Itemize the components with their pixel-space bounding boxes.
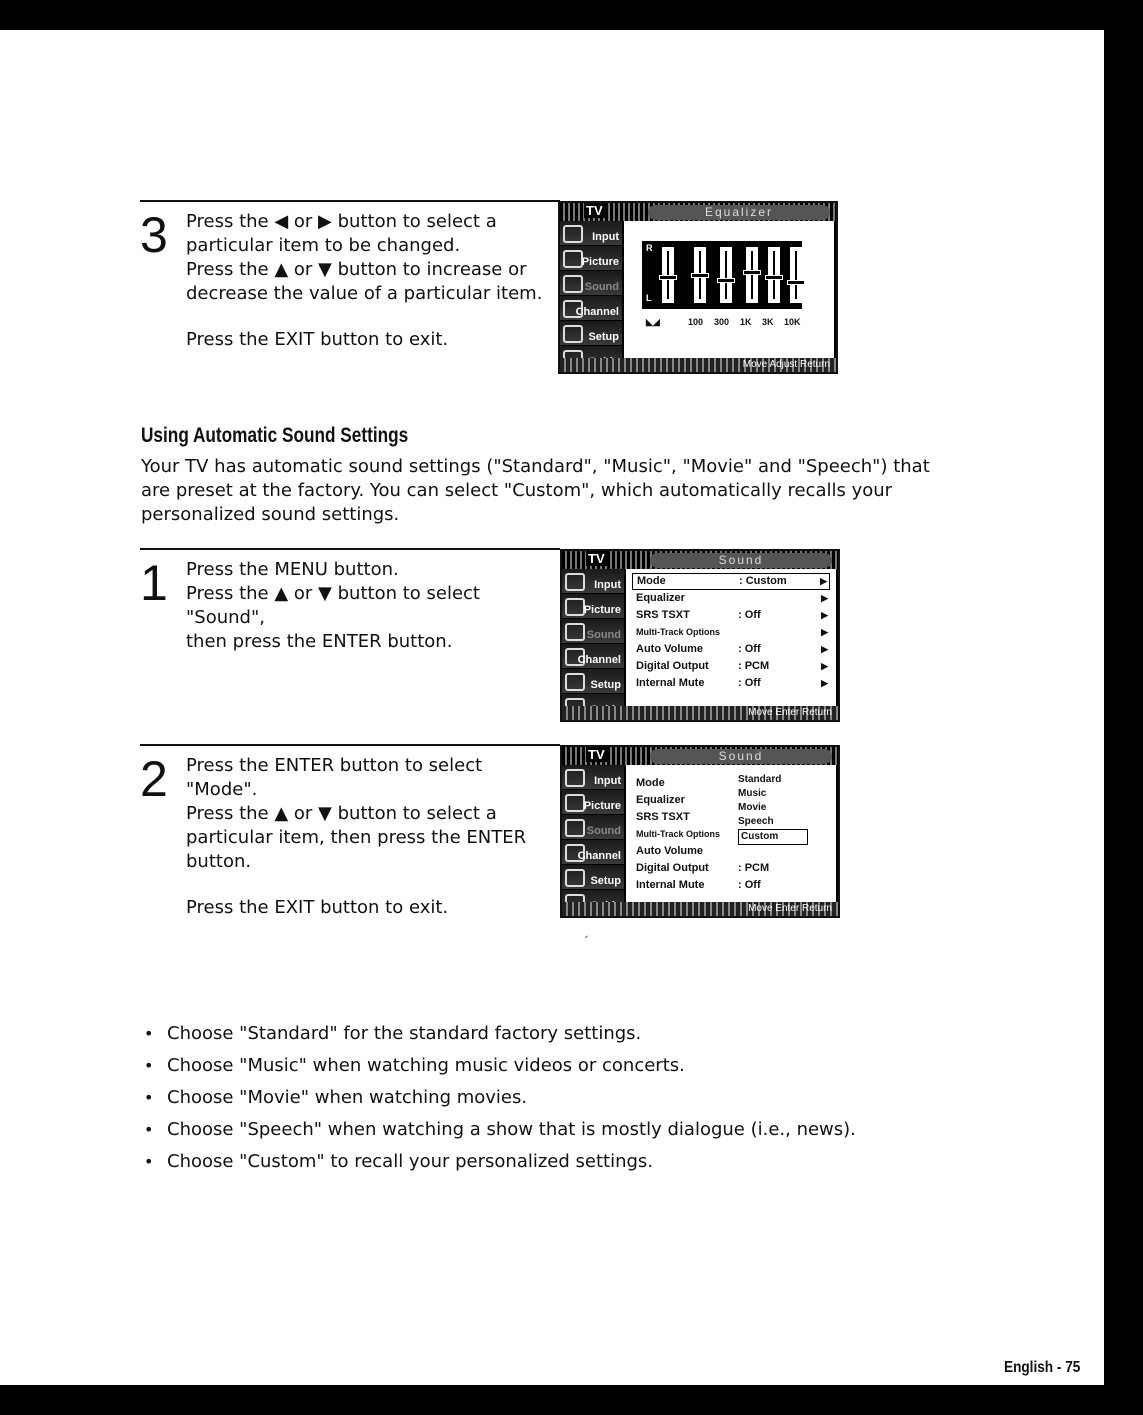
mode-option-movie: Movie xyxy=(738,802,767,813)
screen-title-bar xyxy=(562,551,838,569)
menu-row-internal-mute: Internal Mute : Off ▶ xyxy=(632,675,830,692)
arrow-right-icon: ▶ xyxy=(820,576,827,586)
eq-band-slider xyxy=(720,247,732,303)
side-item-setup: Setup xyxy=(562,669,624,693)
mode-options-list xyxy=(738,773,808,845)
bottom-border-bar xyxy=(0,1385,1143,1415)
screen-title-bar xyxy=(560,203,836,221)
step-1-text xyxy=(186,558,558,654)
screen-title: Sound xyxy=(650,553,832,568)
menu-row-auto-volume: Auto Volume xyxy=(636,845,704,857)
menu-row-internal-mute: Internal Mute : Off xyxy=(636,879,761,891)
menu-row-digital-output: Digital Output : PCM xyxy=(636,862,770,874)
side-item-sound: Sound xyxy=(560,271,622,295)
section-heading: Using Automatic Sound Settings xyxy=(141,424,409,447)
step-3-line-1: Press the ◀ or ▶ button to select a xyxy=(186,211,497,232)
freq-label: 1K xyxy=(740,317,752,327)
mode-bullet-list xyxy=(144,1018,856,1178)
eq-slider-knob xyxy=(765,275,783,280)
menu-row-digital-output: Digital Output : PCM ▶ xyxy=(632,658,830,675)
sound-menu-panel xyxy=(626,569,836,706)
tv-label: TV xyxy=(588,551,605,566)
step-3-line-4: decrease the value of a particular item. xyxy=(186,283,543,304)
menu-row-multitrack: Multi-Track Options xyxy=(636,829,721,839)
screen-footer: Move Enter Return xyxy=(562,902,838,916)
equalizer-sliders xyxy=(642,241,802,309)
side-item-picture: Picture xyxy=(560,246,622,270)
eq-slider-knob xyxy=(787,280,805,285)
eq-slider-knob xyxy=(659,275,677,280)
step-2-text xyxy=(186,754,558,920)
side-item-channel: Channel xyxy=(560,296,622,320)
mode-option-music: Music xyxy=(738,788,767,799)
step-1-number: 1 xyxy=(140,555,168,611)
eq-frequency-labels xyxy=(642,317,812,329)
step-2-line-3: particular item, then press the ENTER xyxy=(186,827,527,848)
step-3-rule xyxy=(140,200,560,202)
arrow-right-icon: ▶ xyxy=(821,644,828,654)
eq-band-slider xyxy=(768,247,780,303)
menu-row-srs: SRS TSXT xyxy=(636,811,690,823)
sound-mode-panel xyxy=(626,765,836,902)
input-icon xyxy=(565,573,585,591)
menu-row-srs: SRS TSXT : Off ▶ xyxy=(632,607,830,624)
step-2-line-5: Press the EXIT button to exit. xyxy=(186,897,449,918)
eq-right-label: R xyxy=(646,243,653,253)
top-border-bar xyxy=(0,0,1143,30)
screen-footer: Move Adjust Return xyxy=(560,358,836,372)
screen-title-bar xyxy=(562,747,838,765)
side-item-input: Input xyxy=(562,569,624,593)
menu-row-auto-volume: Auto Volume : Off ▶ xyxy=(632,641,830,658)
mode-option-standard: Standard xyxy=(738,774,782,785)
step-2-line-4: button. xyxy=(186,851,252,872)
step-3-line-5: Press the EXIT button to exit. xyxy=(186,329,449,350)
eq-slider-knob xyxy=(717,278,735,283)
menu-row-mode: Mode xyxy=(636,777,665,789)
side-item-channel: Channel xyxy=(562,840,624,864)
step-2-line-2: Press the ▲ or ▼ button to select a xyxy=(186,803,497,824)
arrow-right-icon: ▶ xyxy=(821,593,828,603)
list-item: • Choose "Standard" for the standard factory settings. xyxy=(144,1018,856,1050)
sound-icon xyxy=(563,275,583,293)
sound-menu-rows xyxy=(632,573,830,692)
setup-icon xyxy=(565,869,585,887)
tv-label: TV xyxy=(588,747,605,762)
mode-option-speech: Speech xyxy=(738,816,774,827)
step-3-line-3: Press the ▲ or ▼ button to increase or xyxy=(186,259,527,280)
sound-mode-screen xyxy=(560,745,840,918)
arrow-right-icon: ▶ xyxy=(821,678,828,688)
sound-icon xyxy=(565,819,585,837)
mode-option-custom: Custom xyxy=(738,829,808,845)
arrow-right-icon: ▶ xyxy=(821,661,828,671)
picture-icon xyxy=(565,794,585,812)
side-item-input: Input xyxy=(562,765,624,789)
eq-slider-knob xyxy=(691,273,709,278)
equalizer-screen xyxy=(558,201,838,374)
menu-row-equalizer: Equalizer ▶ xyxy=(632,590,830,607)
picture-icon xyxy=(563,250,583,268)
freq-label: 3K xyxy=(762,317,774,327)
eq-band-slider xyxy=(746,247,758,303)
side-item-channel: Channel xyxy=(562,644,624,668)
balance-icon: ◣◢ xyxy=(646,317,660,327)
eq-slider-knob xyxy=(743,270,761,275)
menu-row-multitrack: Multi-Track Options ▶ xyxy=(632,624,830,641)
screen-footer: Move Enter Return xyxy=(562,706,838,720)
page-number: English - 75 xyxy=(1004,1359,1081,1376)
balance-slider xyxy=(662,247,674,303)
list-item: • Choose "Speech" when watching a show that is mostly dialogue (i.e., news). xyxy=(144,1114,856,1146)
arrow-right-icon: ▶ xyxy=(821,627,828,637)
step-1-line-1: Press the MENU button. xyxy=(186,559,399,580)
step-1-line-2: Press the ▲ or ▼ button to select "Sound", xyxy=(186,583,480,628)
arrow-right-icon: ▶ xyxy=(821,610,828,620)
step-3-number: 3 xyxy=(140,207,168,263)
sound-icon xyxy=(565,623,585,641)
freq-label: 100 xyxy=(688,317,704,327)
screen-side-menu xyxy=(562,765,624,902)
step-1-rule xyxy=(140,548,560,550)
side-item-picture: Picture xyxy=(562,594,624,618)
setup-icon xyxy=(565,673,585,691)
freq-label: 10K xyxy=(784,317,801,327)
step-2-number: 2 xyxy=(140,751,168,807)
step-3-line-2: particular item to be changed. xyxy=(186,235,461,256)
setup-icon xyxy=(563,325,583,343)
list-item: • Choose "Custom" to recall your personalized settings. xyxy=(144,1146,856,1178)
equalizer-panel xyxy=(624,221,834,358)
list-item: • Choose "Music" when watching music videos or concerts. xyxy=(144,1050,856,1082)
side-item-setup: Setup xyxy=(562,865,624,889)
side-item-setup: Setup xyxy=(560,321,622,345)
right-border-bar xyxy=(1104,30,1143,1385)
screen-title: Sound xyxy=(650,749,832,764)
freq-label: 300 xyxy=(714,317,730,327)
input-icon xyxy=(565,769,585,787)
scan-mark: ˏ xyxy=(583,924,589,938)
step-2-rule xyxy=(140,744,560,746)
picture-icon xyxy=(565,598,585,616)
sound-menu-screen xyxy=(560,549,840,722)
step-2-line-1: Press the ENTER button to select "Mode". xyxy=(186,755,483,800)
side-item-input: Input xyxy=(560,221,622,245)
eq-band-slider xyxy=(694,247,706,303)
step-3-text xyxy=(186,210,556,352)
menu-row-mode: Mode : Custom ▶ xyxy=(632,573,830,590)
screen-title: Equalizer xyxy=(648,205,830,220)
screen-side-menu xyxy=(562,569,624,706)
input-icon xyxy=(563,225,583,243)
tv-label: TV xyxy=(586,203,603,218)
section-intro: Your TV has automatic sound settings ("Standard", "Music", "Movie" and "Speech") that are preset at the factory. You can select "Custom", which automatically recalls your personalized sound settings. xyxy=(141,456,930,525)
eq-left-label: L xyxy=(646,293,652,303)
list-item: • Choose "Movie" when watching movies. xyxy=(144,1082,856,1114)
side-item-sound: Sound xyxy=(562,619,624,643)
side-item-sound: Sound xyxy=(562,815,624,839)
eq-band-slider xyxy=(790,247,802,303)
menu-row-equalizer: Equalizer xyxy=(636,794,685,806)
step-1-line-3: then press the ENTER button. xyxy=(186,631,453,652)
screen-side-menu xyxy=(560,221,622,358)
side-item-picture: Picture xyxy=(562,790,624,814)
